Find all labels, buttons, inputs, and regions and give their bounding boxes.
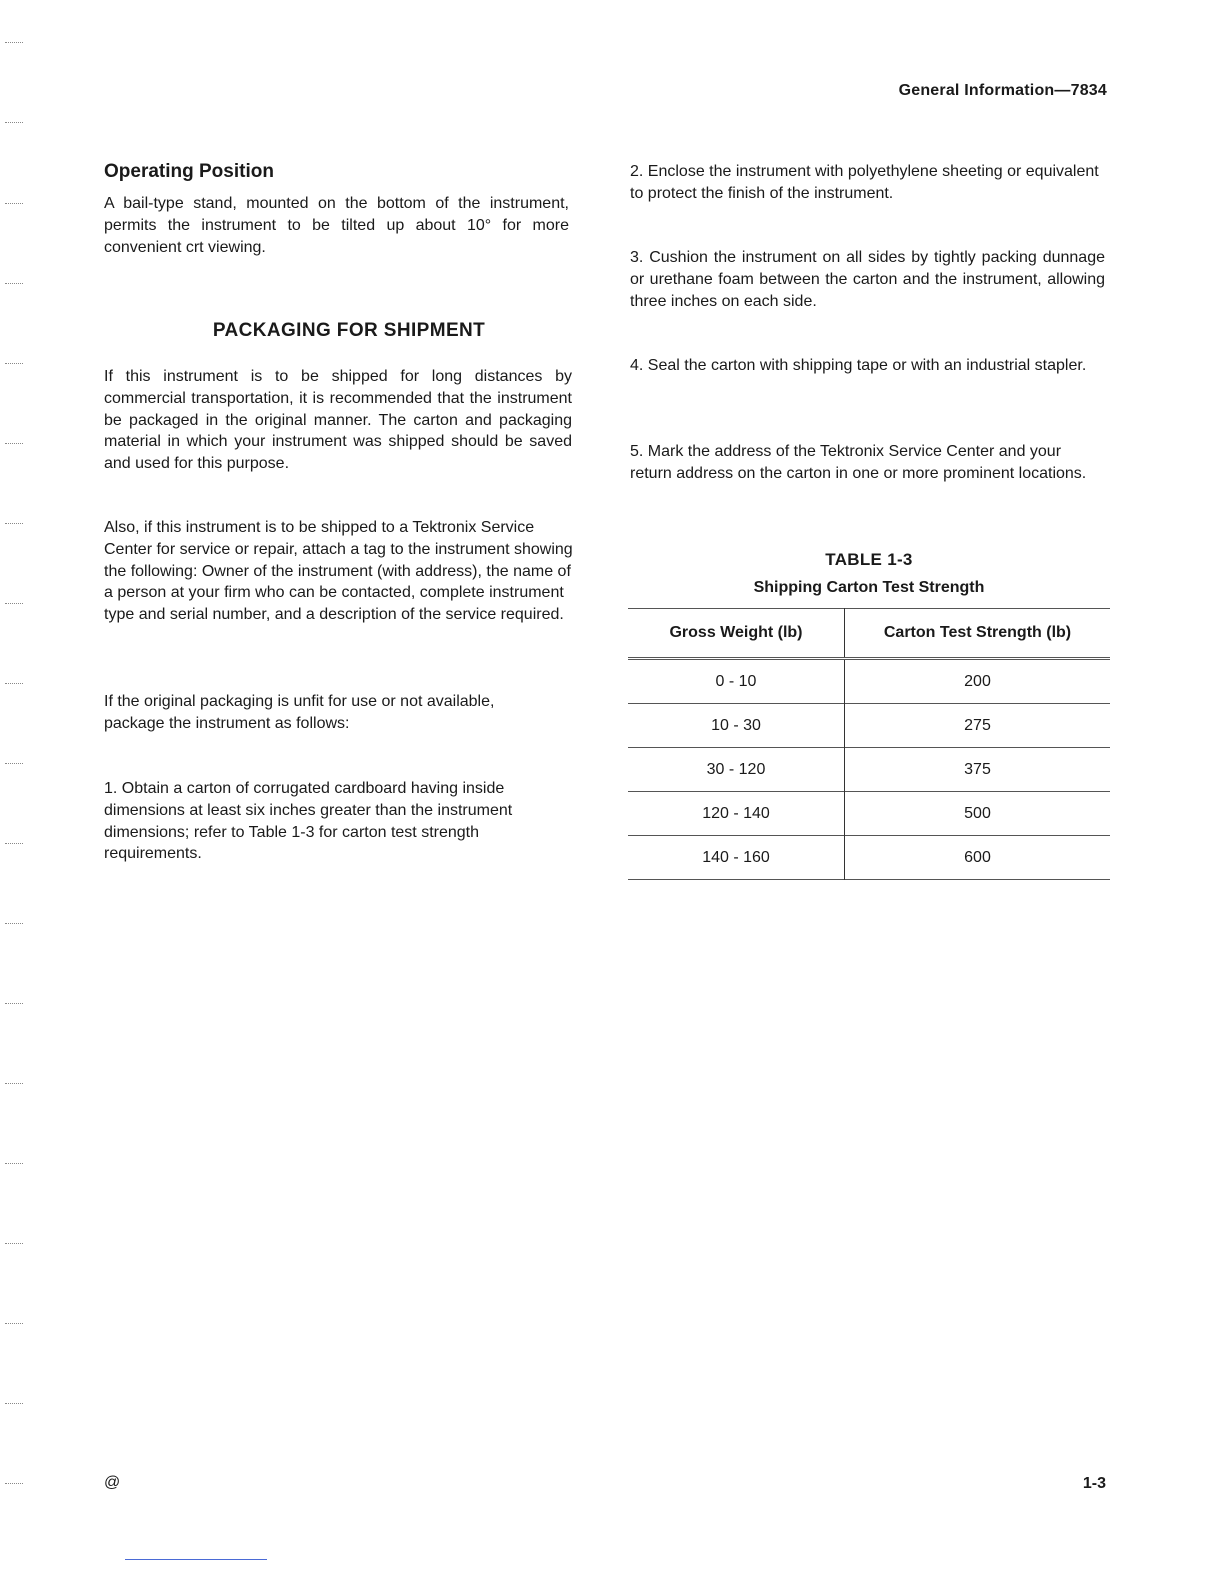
- carton-strength-cell: 600: [964, 848, 991, 866]
- table-title-block: [628, 550, 1110, 597]
- step-3-section: [630, 247, 1105, 312]
- scan-margin-mark: [5, 1003, 23, 1005]
- operating-position-text: A bail-type stand, mounted on the bottom of the instrument, permits the instrument to be tilted up about 10° for more convenient crt viewing.: [104, 195, 569, 256]
- gross-weight-cell: 30 - 120: [628, 748, 845, 792]
- scan-margin-mark: [5, 923, 23, 925]
- step-3-text: 3. Cushion the instrument on all sides by tightly packing dunnage or urethane foam between the carton and the instrument, allowing three inches on each side.: [630, 249, 1105, 310]
- table-row: [628, 659, 1110, 704]
- unfit-packaging-section: [104, 691, 559, 735]
- step-1-section: [104, 778, 564, 865]
- gross-weight-cell: 120 - 140: [628, 792, 845, 836]
- table-title: TABLE 1-3: [825, 550, 913, 569]
- carton-strength-cell: 275: [964, 716, 991, 734]
- table-row: [628, 704, 1110, 748]
- carton-strength-cell: 500: [964, 804, 991, 822]
- packaging-paragraph-2: Also, if this instrument is to be shipped to a Tektronix Service Center for service or repair, attach a tag to the instrument showing the following: Owner of the instrument (with address), the name of a person at your firm who can be contacted, complete instrument type and serial number, and a description of the service required.: [104, 519, 573, 624]
- scan-margin-mark: [5, 603, 23, 605]
- scan-margin-mark: [5, 1323, 23, 1325]
- scan-margin-mark: [5, 763, 23, 765]
- step-4-text: 4. Seal the carton with shipping tape or with an industrial stapler.: [630, 357, 1087, 374]
- table-row: [628, 792, 1110, 836]
- carton-strength-cell: 375: [964, 760, 991, 778]
- carton-strength-cell: 200: [964, 672, 991, 690]
- footer-symbol: @: [104, 1474, 121, 1491]
- scan-margin-mark: [5, 683, 23, 685]
- scan-margin-mark: [5, 1483, 23, 1485]
- scan-margin-mark: [5, 42, 23, 44]
- scan-margin-mark: [5, 1083, 23, 1085]
- packaging-intro: [104, 366, 572, 475]
- bottom-divider-line: [125, 1559, 267, 1560]
- scan-margin-mark: [5, 1403, 23, 1405]
- gross-weight-cell: 140 - 160: [628, 836, 845, 880]
- scan-margin-mark: [5, 283, 23, 285]
- operating-position-section: [104, 193, 569, 258]
- column-header-gross-weight: Gross Weight (lb): [628, 609, 845, 659]
- step-2-text: 2. Enclose the instrument with polyethylene sheeting or equivalent to protect the finish of the instrument.: [630, 163, 1099, 202]
- step-4-section: [630, 355, 1105, 377]
- step-5-text: 5. Mark the address of the Tektronix Service Center and your return address on the carton in one or more prominent locations.: [630, 443, 1087, 482]
- step-1-text: 1. Obtain a carton of corrugated cardboard having inside dimensions at least six inches greater than the instrument dimensions; refer to Table 1-3 for carton test strength requirements.: [104, 780, 513, 863]
- page-header-title: General Information—7834: [898, 82, 1107, 99]
- scan-margin-mark: [5, 1163, 23, 1165]
- packaging-paragraph-1: If this instrument is to be shipped for long distances by commercial transportation, it is recommended that the instrument be packaged in the original manner. The carton and packaging material in which your instrument was shipped should be saved and used for this purpose.: [104, 368, 572, 473]
- scan-margin-mark: [5, 523, 23, 525]
- scan-margin-mark: [5, 203, 23, 205]
- table-row: [628, 836, 1110, 880]
- service-tag-section: [104, 517, 584, 626]
- operating-position-title: Operating Position: [104, 161, 274, 182]
- step-5-section: [630, 441, 1105, 485]
- packaging-heading: PACKAGING FOR SHIPMENT: [212, 320, 486, 341]
- shipping-carton-table: [628, 608, 1110, 880]
- table-subtitle: Shipping Carton Test Strength: [753, 579, 985, 596]
- packaging-paragraph-3: If the original packaging is unfit for use or not available, package the instrument as follows:: [104, 693, 495, 732]
- table-header-row: [628, 609, 1110, 659]
- scan-margin-mark: [5, 843, 23, 845]
- gross-weight-cell: 0 - 10: [628, 659, 845, 704]
- scan-margin-mark: [5, 443, 23, 445]
- column-header-carton-strength: Carton Test Strength (lb): [883, 624, 1072, 641]
- packaging-heading-wrap: [104, 320, 594, 342]
- operating-position-heading: [104, 161, 584, 183]
- table-row: [628, 748, 1110, 792]
- page-number: 1-3: [1082, 1475, 1106, 1492]
- gross-weight-cell: 10 - 30: [628, 704, 845, 748]
- scan-margin-mark: [5, 122, 23, 124]
- shipping-table-wrap: [628, 608, 1110, 880]
- scan-margin-mark: [5, 1243, 23, 1245]
- scan-margin-mark: [5, 363, 23, 365]
- step-2-section: [630, 161, 1105, 205]
